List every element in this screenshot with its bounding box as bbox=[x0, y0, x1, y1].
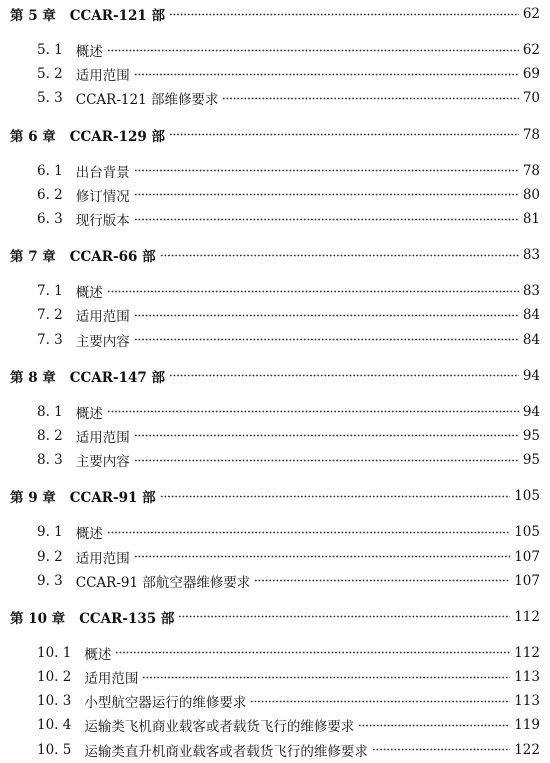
toc-entry bbox=[10, 738, 540, 762]
dot-leader bbox=[358, 724, 510, 727]
section-title: 适用范围 bbox=[75, 68, 130, 85]
section-number: 5. 2 bbox=[37, 66, 63, 83]
chapter-label: 第 9 章 bbox=[10, 490, 56, 507]
toc-entry bbox=[10, 569, 540, 593]
page-number: 70 bbox=[522, 90, 540, 107]
toc-chapter-heading bbox=[10, 243, 540, 267]
toc-entry bbox=[10, 689, 540, 713]
toc-entry bbox=[10, 207, 540, 231]
section-number: 10. 1 bbox=[37, 644, 72, 661]
toc-chapter bbox=[10, 484, 540, 593]
page-number: 113 bbox=[514, 669, 540, 686]
toc-entry bbox=[10, 424, 540, 448]
section-title: 概述 bbox=[75, 44, 103, 61]
section-number: 5. 3 bbox=[37, 90, 63, 107]
toc-chapter-heading bbox=[10, 2, 540, 26]
dot-leader bbox=[160, 254, 519, 257]
section-title: 概述 bbox=[84, 646, 112, 663]
section-title: CCAR-91 部航空器维修要求 bbox=[75, 574, 251, 591]
chapter-title: CCAR-147 部 bbox=[69, 369, 165, 386]
toc-entry bbox=[10, 544, 540, 568]
page-number: 95 bbox=[522, 427, 540, 444]
toc-entry bbox=[10, 183, 540, 207]
toc-entry bbox=[10, 641, 540, 665]
chapter-title: CCAR-129 部 bbox=[69, 128, 165, 145]
page-number: 83 bbox=[522, 283, 540, 300]
dot-leader bbox=[115, 651, 510, 654]
section-number: 6. 3 bbox=[37, 211, 63, 228]
dot-leader bbox=[107, 49, 519, 52]
page-number: 78 bbox=[522, 126, 540, 143]
dot-leader bbox=[178, 615, 510, 618]
toc-chapter bbox=[10, 123, 540, 232]
section-title: 适用范围 bbox=[75, 550, 130, 567]
section-number: 6. 2 bbox=[37, 186, 63, 203]
section-number: 8. 3 bbox=[37, 452, 63, 469]
page-number: 112 bbox=[514, 608, 540, 625]
section-number: 7. 3 bbox=[37, 331, 63, 348]
toc-entry bbox=[10, 328, 540, 352]
dot-leader bbox=[372, 748, 510, 751]
section-title: 适用范围 bbox=[84, 671, 139, 688]
chapter-label: 第 8 章 bbox=[10, 369, 56, 386]
dot-leader bbox=[254, 579, 510, 582]
dot-leader bbox=[222, 97, 518, 100]
page-number: 69 bbox=[522, 66, 540, 83]
section-title: 运输类直升机商业载客或者载货飞行的维修要求 bbox=[84, 743, 368, 760]
section-title: 适用范围 bbox=[75, 429, 130, 446]
page-number: 78 bbox=[522, 162, 540, 179]
section-number: 9. 2 bbox=[37, 548, 63, 565]
dot-leader bbox=[134, 459, 519, 462]
section-title: 概述 bbox=[75, 405, 103, 422]
toc-entry bbox=[10, 520, 540, 544]
toc-chapter-heading bbox=[10, 484, 540, 508]
toc-chapter-heading bbox=[10, 605, 540, 629]
chapter-title: CCAR-135 部 bbox=[79, 610, 175, 627]
toc-entry bbox=[10, 86, 540, 110]
toc-chapter bbox=[10, 2, 540, 111]
dot-leader bbox=[142, 676, 510, 679]
dot-leader bbox=[160, 495, 511, 498]
page-number: 83 bbox=[522, 247, 540, 264]
section-number: 9. 1 bbox=[37, 524, 63, 541]
page-number: 80 bbox=[522, 186, 540, 203]
section-title: 小型航空器运行的维修要求 bbox=[84, 695, 247, 712]
section-title: 概述 bbox=[75, 526, 103, 543]
section-title: 主要内容 bbox=[75, 454, 130, 471]
section-title: 主要内容 bbox=[75, 333, 130, 350]
page-number: 95 bbox=[522, 452, 540, 469]
dot-leader bbox=[107, 531, 510, 534]
toc-chapter bbox=[10, 605, 540, 762]
chapter-title: CCAR-91 部 bbox=[69, 490, 156, 507]
chapter-label: 第 10 章 bbox=[10, 610, 66, 627]
section-number: 8. 2 bbox=[37, 427, 63, 444]
section-number: 7. 1 bbox=[37, 283, 63, 300]
section-number: 9. 3 bbox=[37, 572, 63, 589]
page-number: 112 bbox=[514, 644, 540, 661]
dot-leader bbox=[169, 374, 519, 377]
dot-leader bbox=[107, 410, 519, 413]
section-number: 10. 2 bbox=[37, 669, 72, 686]
chapter-label: 第 7 章 bbox=[10, 249, 56, 266]
section-title: CCAR-121 部维修要求 bbox=[75, 92, 219, 109]
section-number: 10. 3 bbox=[37, 693, 72, 710]
section-title: 修订情况 bbox=[75, 188, 130, 205]
page-number: 94 bbox=[522, 367, 540, 384]
toc-entry bbox=[10, 159, 540, 183]
page-number: 113 bbox=[514, 693, 540, 710]
dot-leader bbox=[134, 169, 519, 172]
toc-chapter bbox=[10, 364, 540, 473]
section-number: 10. 5 bbox=[37, 741, 72, 758]
page-number: 84 bbox=[522, 331, 540, 348]
section-title: 运输类飞机商业载客或者载货飞行的维修要求 bbox=[84, 719, 355, 736]
page-number: 105 bbox=[514, 524, 540, 541]
page-number: 94 bbox=[522, 403, 540, 420]
section-number: 7. 2 bbox=[37, 307, 63, 324]
dot-leader bbox=[134, 555, 510, 558]
dot-leader bbox=[107, 290, 519, 293]
toc-entry bbox=[10, 303, 540, 327]
dot-leader bbox=[134, 73, 519, 76]
dot-leader bbox=[134, 193, 519, 196]
toc-entry bbox=[10, 713, 540, 737]
page-number: 62 bbox=[522, 42, 540, 59]
section-number: 10. 4 bbox=[37, 717, 72, 734]
toc-chapter-heading bbox=[10, 123, 540, 147]
toc-entry bbox=[10, 38, 540, 62]
toc-entry bbox=[10, 279, 540, 303]
section-number: 6. 1 bbox=[37, 162, 63, 179]
dot-leader bbox=[134, 314, 519, 317]
toc-entry bbox=[10, 400, 540, 424]
page-number: 107 bbox=[514, 572, 540, 589]
section-number: 8. 1 bbox=[37, 403, 63, 420]
section-number: 5. 1 bbox=[37, 42, 63, 59]
toc-chapter bbox=[10, 243, 540, 352]
page-number: 119 bbox=[514, 717, 540, 734]
dot-leader bbox=[134, 218, 519, 221]
section-title: 概述 bbox=[75, 285, 103, 302]
dot-leader bbox=[169, 13, 519, 16]
toc-chapter-heading bbox=[10, 364, 540, 388]
dot-leader bbox=[134, 434, 519, 437]
dot-leader bbox=[134, 338, 519, 341]
toc-entry bbox=[10, 448, 540, 472]
page-number: 122 bbox=[514, 741, 540, 758]
chapter-title: CCAR-66 部 bbox=[69, 249, 156, 266]
section-title: 适用范围 bbox=[75, 309, 130, 326]
page-number: 62 bbox=[522, 6, 540, 22]
page-number: 107 bbox=[514, 548, 540, 565]
chapter-label: 第 5 章 bbox=[10, 8, 56, 24]
chapter-title: CCAR-121 部 bbox=[69, 8, 165, 24]
dot-leader bbox=[250, 700, 510, 703]
dot-leader bbox=[169, 133, 519, 136]
chapter-label: 第 6 章 bbox=[10, 128, 56, 145]
toc-entry bbox=[10, 665, 540, 689]
page-number: 84 bbox=[522, 307, 540, 324]
page-number: 81 bbox=[522, 211, 540, 228]
section-title: 出台背景 bbox=[75, 164, 130, 181]
page-number: 105 bbox=[514, 488, 540, 505]
toc-entry bbox=[10, 62, 540, 86]
section-title: 现行版本 bbox=[75, 213, 130, 230]
